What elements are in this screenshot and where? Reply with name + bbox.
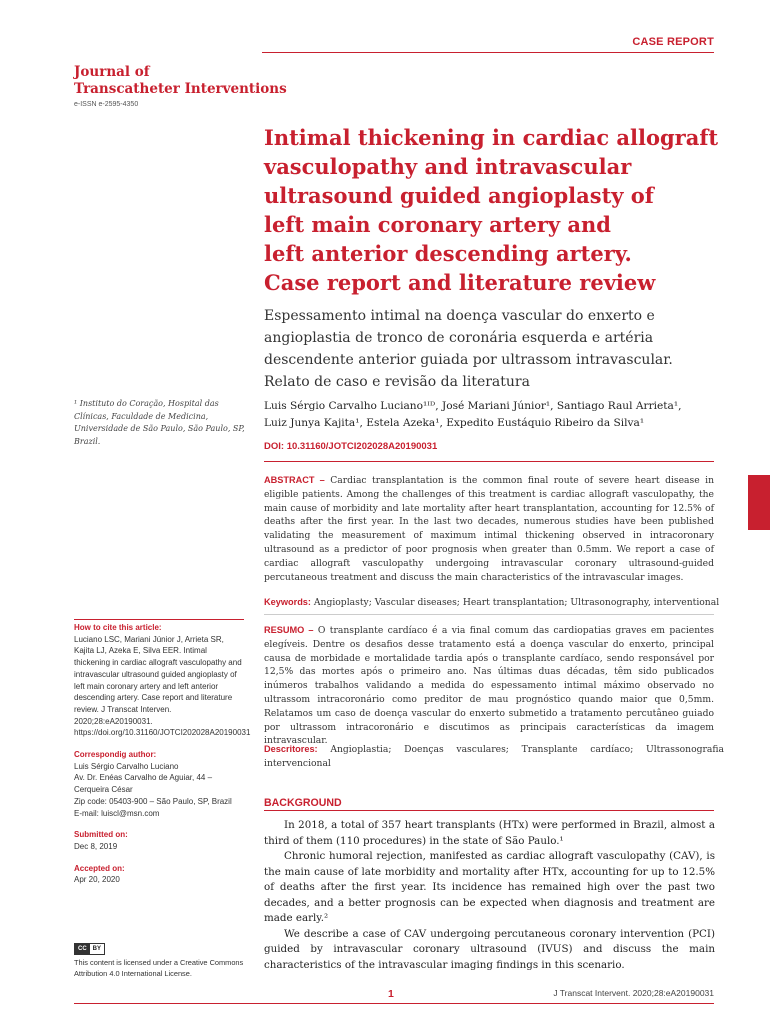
journal-name-line2: Transcatheter Interventions [74,81,287,97]
section-label: CASE REPORT [632,36,714,48]
doi-link[interactable]: DOI: 10.31160/JOTCI202028A20190031 [264,441,438,452]
resumo [264,624,714,748]
title-line: Intimal thickening in cardiac allograft [264,125,719,150]
abstract-label: ABSTRACT – [264,475,325,485]
page-number: 1 [388,988,394,1000]
submitted-label: Submitted on: [74,830,128,840]
subtitle-line: Espessamento intimal na doença vascular do enxerto e [264,308,655,324]
journal-name[interactable] [74,64,287,98]
cc-by-icon[interactable] [74,943,105,955]
author-name: Luis Sérgio Carvalho Luciano [74,761,179,771]
resumo-text: O transplante cardíaco é a via final comum das cardiopatias graves em pacientes elegíveis. Dentre os desafios desse tratamento está a doença vascular do enxerto, principal causa de morbidade e mortalidade tardia após o transplante cardíaco, sendo responsável por 12,5% das mortes após o primeiro ano. Nas últimas duas décadas, têm sido publicados inúmeros trabalhos validando a medida do espessamento intimal máximo observado no ultrassom intracoronário como preditor de mau prognóstico quando maior que 0,5mm. Relatamos um caso de doença vascular do enxerto submetido a tratamento percutâneo guiado por ultrassom intracoronário e discutimos as principais características da imagem intravascular. [264,625,714,747]
body-paragraph: We describe a case of CAV undergoing percutaneous coronary intervention (PCI) guided by intravascular coronary ultrasound (IVUS) and discuss the main characteristics of the intravascular imaging findings in this scenario. [264,927,715,971]
authors-line1: Luis Sérgio Carvalho Luciano¹ᴵᴰ, José Mariani Júnior¹, Santiago Raul Arrieta¹, [264,400,682,412]
resumo-label: RESUMO – [264,625,314,635]
subtitle-line: descendente anterior guiada por ultrassom intravascular. [264,352,673,368]
author-zip: Zip code: 05403-900 – São Paulo, SP, Brazil [74,796,232,806]
article-title [264,123,724,297]
author-list [264,398,724,432]
sidebar [74,622,251,886]
authors-line2: Luiz Junya Kajita¹, Estela Azeka¹, Expedito Eustáquio Ribeiro da Silva¹ [264,417,645,429]
issn: e-ISSN e-2595-4350 [74,101,139,108]
cite-text: Luciano LSC, Mariani Júnior J, Arrieta SR, Kajita LJ, Azeka E, Silva EER. Intimal thickening in cardiac allograft vasculopathy and intravascular ultrasound guided angioplasty of left main coronary artery and left anterior descending artery. Case report and literature review. J Transcat Interven. 2020;28:eA20190031. https://doi.org/10.31160/JOTCI202028A20190031 [74,634,251,738]
author-email[interactable]: E-mail: luiscl@msn.com [74,808,160,818]
article-subtitle [264,305,724,393]
descritores [264,743,724,771]
doi-rule [264,461,714,462]
title-line: left anterior descending artery. [264,241,632,266]
title-line: left main coronary artery and [264,212,611,237]
top-rule [262,52,714,53]
keywords-label: Keywords: [264,597,311,607]
keywords-rule [264,614,714,615]
bottom-rule [74,1003,714,1004]
subtitle-line: Relato de caso e revisão da literatura [264,374,530,390]
title-line: vasculopathy and intravascular [264,154,632,179]
author-label: Correspondig author: [74,750,157,760]
running-footer: J Transcat Intervent. 2020;28:eA20190031 [553,988,714,998]
body-paragraph: In 2018, a total of 357 heart transplants (HTx) were performed in Brazil, almost a third of them (110 procedures) in the state of São Paulo.¹ [264,819,715,847]
cc-badge-right: BY [92,946,102,952]
body-paragraph: Chronic humoral rejection, manifested as cardiac allograft vasculopathy (CAV), is the main cause of late morbidity and mortality after HTx, accounting for up to 12.5% of deaths after the first year. Its incidence has remained high over the past two decades, and a better prognosis can be expected when diagnosis and treatment are made early.² [264,850,715,924]
keywords-text: Angioplasty; Vascular diseases; Heart transplantation; Ultrasonography, interventional [313,597,720,608]
descritores-label: Descritores: [264,744,318,754]
edge-tab-marker [748,475,770,530]
cite-label: How to cite this article: [74,623,162,632]
descritores-text: Angioplastia; Doenças vasculares; Transplante cardíaco; Ultrassonografia intervencional [264,744,724,769]
license-text: This content is licensed under a Creative Commons Attribution 4.0 International License. [74,958,244,978]
journal-name-line1: Journal of [74,64,150,80]
abstract [264,474,714,584]
title-line: ultrasound guided angioplasty of [264,183,654,208]
affiliation: ¹ Instituto do Coração, Hospital das Clínicas, Faculdade de Medicina, Universidade de São Paulo, São Paulo, SP, Brazil. [74,399,245,446]
background-heading: BACKGROUND [264,797,342,809]
subtitle-line: angioplastia de tronco de coronária esquerda e artéria [264,330,654,346]
background-rule [264,810,714,811]
license-block [74,937,244,979]
author-address: Av. Dr. Enéas Carvalho de Aguiar, 44 – Cerqueira César [74,773,213,795]
background-body [264,818,715,973]
submitted-date: Dec 8, 2019 [74,841,118,851]
keywords [264,596,724,610]
abstract-text: Cardiac transplantation is the common final route of severe heart disease in eligible patients. Among the challenges of this treatment is cardiac allograft vasculopathy, the main cause of morbidity and late mortality after heart transplantation, accounting for 12.5% of deaths after the first year. In the last two decades, numerous studies have been published validating the measurement of maximum intimal thickening observed in intracoronary ultrasound as a predictor of poor prognosis when greater than 0.5mm. We report a case of cardiac allograft vasculopathy undergoing intravascular coronary ultrasound-guided percutaneous treatment and discuss the main characteristics of the intravascular images. [264,475,715,583]
title-line: Case report and literature review [264,270,656,295]
sidebar-rule [74,619,244,620]
accepted-date: Apr 20, 2020 [74,875,120,885]
cc-badge-left: CC [75,944,90,954]
accepted-label: Accepted on: [74,863,125,873]
